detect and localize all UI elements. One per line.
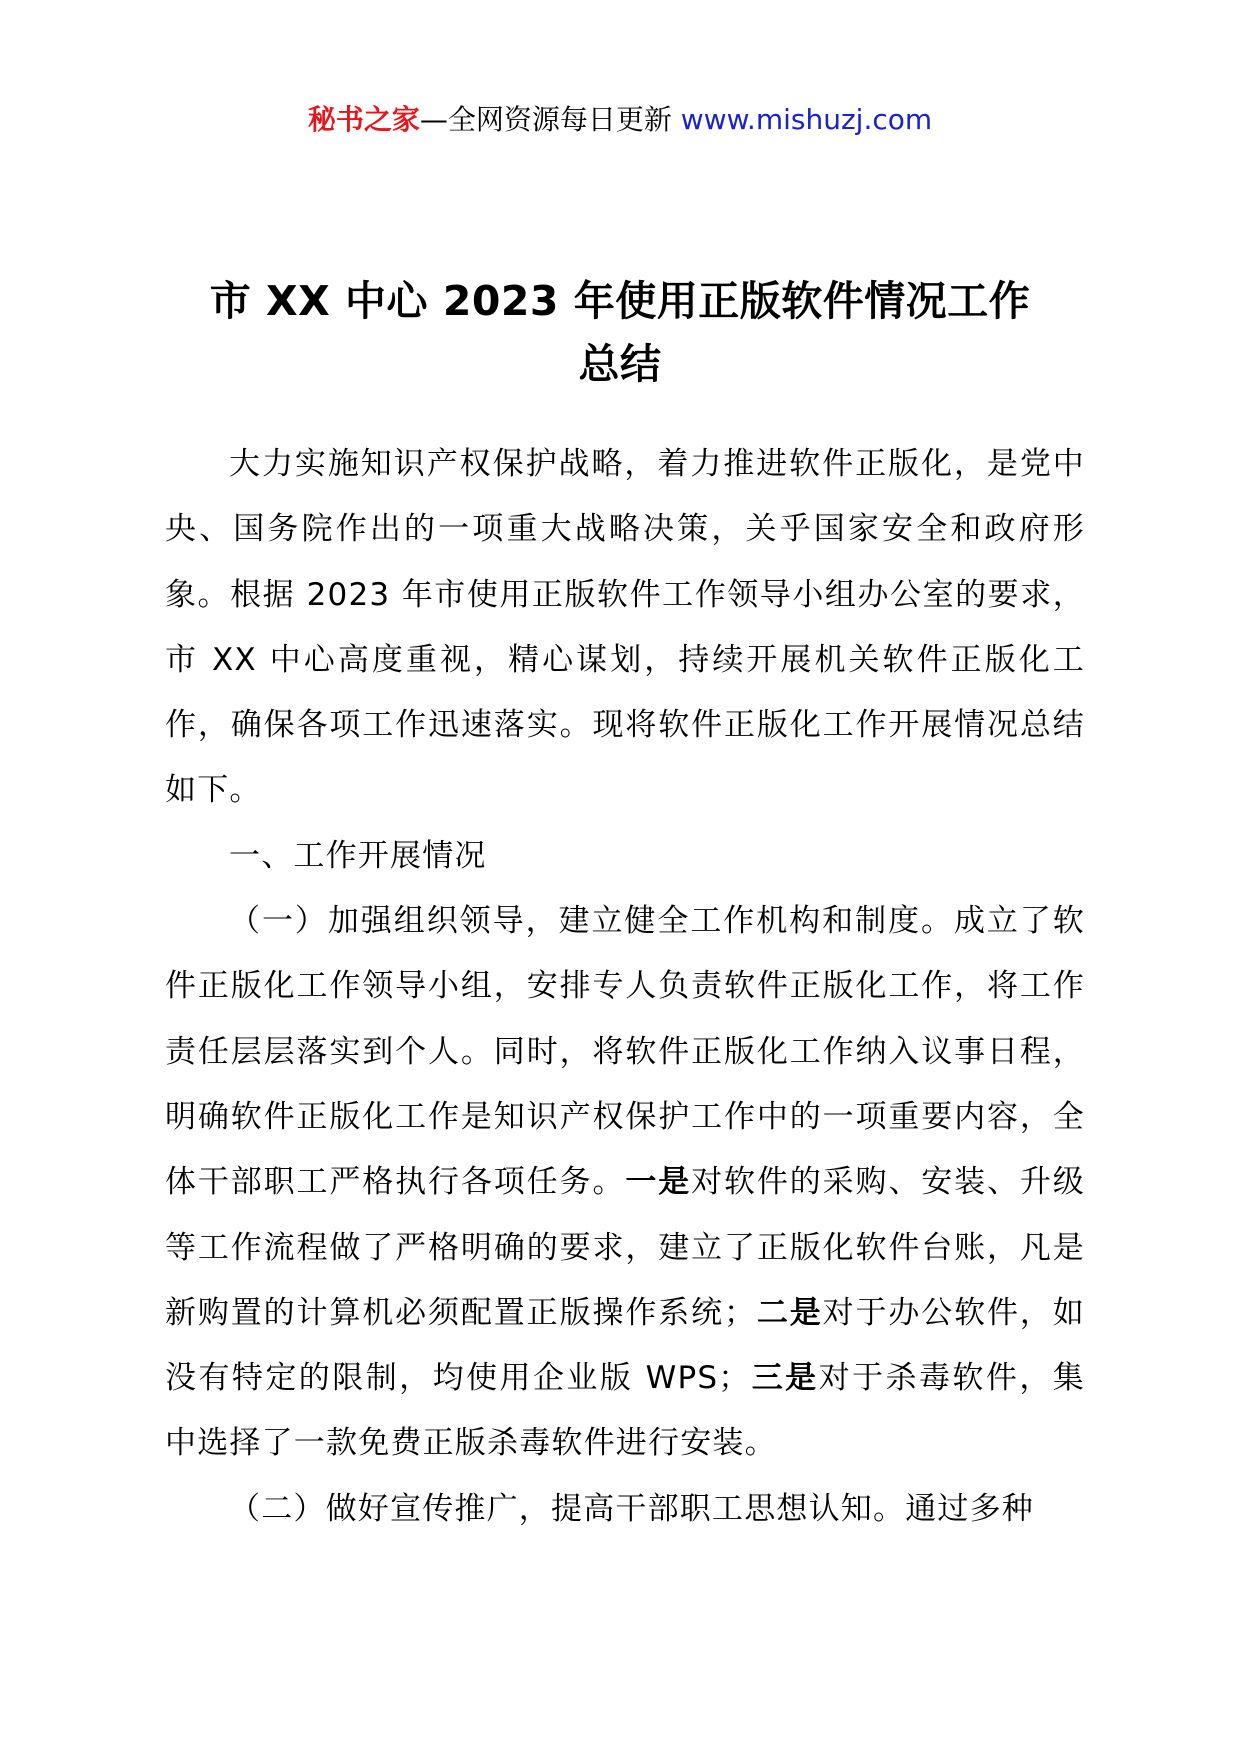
header-url[interactable]: www.mishuzj.com [680, 103, 933, 136]
document-body [165, 432, 1085, 1542]
subsection-2-paragraph: （二）做好宣传推广，提高干部职工思想认知。通过多种 [229, 1490, 1034, 1527]
subsection-1-paragraph [165, 889, 1085, 1477]
bold-point-3: 三是 [750, 1360, 819, 1397]
bold-point-1: 一是 [625, 1164, 692, 1201]
subsection-1-text-b: 对软件的采购、安装、升级等工作流程做了严格明确的要求，建立了正版化软件台账，凡是新购置的计算机必须配置正版操作系统； [165, 1164, 1085, 1331]
subsection-1-text-d: 对于杀毒软件，集中选择了一款免费正版杀毒软件进行安装。 [165, 1360, 1085, 1462]
title-line-1: 市 XX 中心 2023 年使用正版软件情况工作 [209, 277, 1031, 325]
intro-paragraph: 大力实施知识产权保护战略，着力推进软件正版化，是党中央、国务院作出的一项重大战略决策，关乎国家安全和政府形象。根据 2023 年市使用正版软件工作领导小组办公室的要求，市 XX 中心高度重视，精心谋划，持续开展机关软件正版化工作，确保各项工作迅速落实。现将软件正版化工作开展情况总结如下。 [165, 446, 1085, 809]
title-line-2: 总结 [578, 340, 662, 388]
header-brand: 秘书之家 [307, 103, 420, 136]
header-tagline: —全网资源每日更新 [419, 103, 672, 136]
subsection-1-text-c: 对于办公软件，如没有特定的限制，均使用企业版 WPS； [165, 1294, 1085, 1397]
site-header [0, 100, 1240, 140]
document-title [160, 270, 1080, 396]
section-1-heading: 一、工作开展情况 [229, 837, 487, 874]
bold-point-2: 二是 [756, 1294, 823, 1331]
subsection-1-text-a: （一）加强组织领导，建立健全工作机构和制度。成立了软件正版化工作领导小组，安排专人负责软件正版化工作，将工作责任层层落实到个人。同时，将软件正版化工作纳入议事日程，明确软件正版化工作是知识产权保护工作中的一项重要内容，全体干部职工严格执行各项任务。 [165, 903, 1085, 1201]
